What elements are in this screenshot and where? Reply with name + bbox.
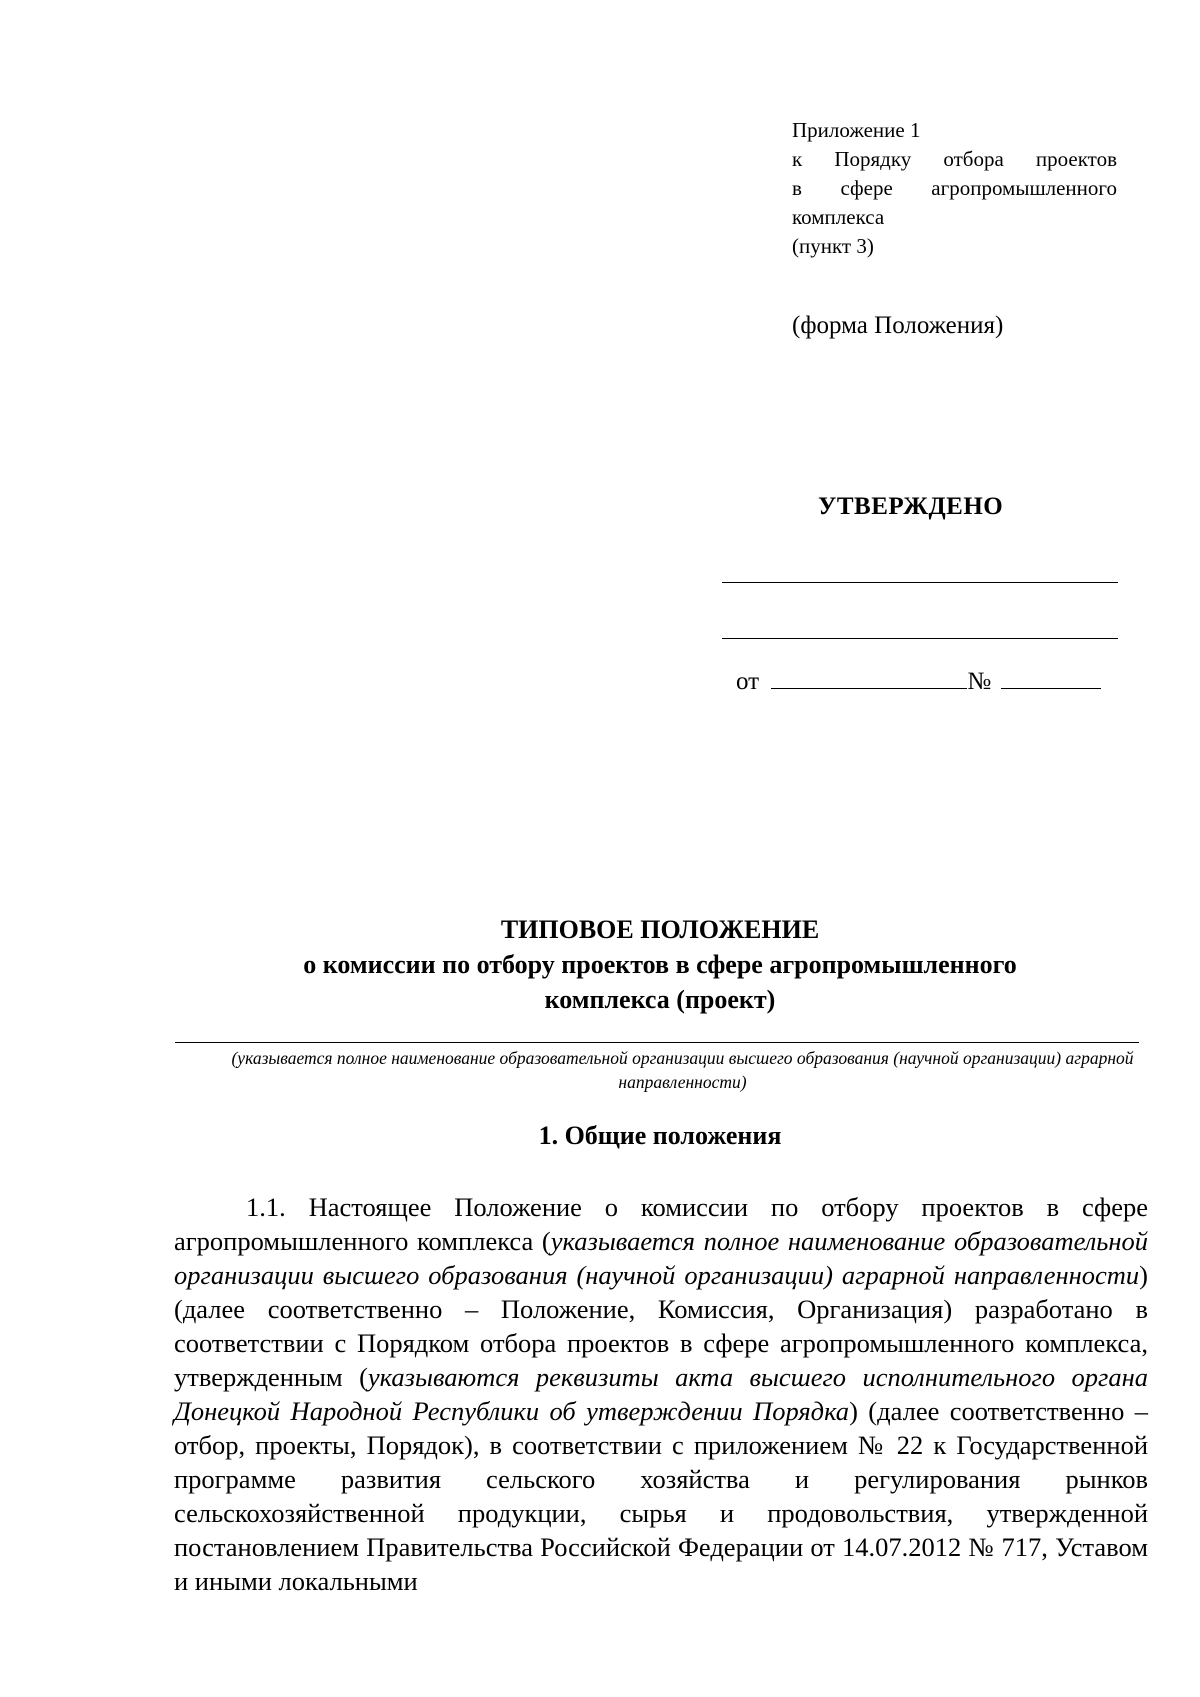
date-number-line xyxy=(736,666,1101,696)
appendix-line: Приложение 1 xyxy=(792,118,921,142)
organization-name-line xyxy=(175,1042,1139,1043)
appendix-line: (пункт 3) xyxy=(792,234,874,258)
number-label: № xyxy=(967,668,992,695)
paragraph-italic-text: указываются реквизиты акта высшего исполнительного органа Донецкой Народной Республики об утверждении Порядка xyxy=(174,1362,1148,1426)
paragraph-text: 1.1. Настоящее Положение о комиссии по отбору проектов в сфере агропромышленного комплекса ( xyxy=(174,1192,1148,1256)
date-blank xyxy=(771,666,967,689)
title-line: о комиссии по отбору проектов в сфере агропромышленного xyxy=(303,950,1017,979)
organization-name-note: (указывается полное наименование образовательной организации высшего образования (научной организации) аграрной направленности) xyxy=(231,1048,1134,1092)
number-blank xyxy=(1001,666,1101,689)
appendix-block xyxy=(792,116,1117,261)
form-label: (форма Положения) xyxy=(792,312,1004,339)
title-line: комплекса (проект) xyxy=(544,985,776,1014)
paragraph-italic-text: указывается полное наименование образовательной организации высшего образования (научной организации) аграрной направленности xyxy=(174,1226,1149,1290)
signature-line xyxy=(722,638,1118,639)
document-title xyxy=(170,912,1150,1017)
appendix-line: в сфере агропромышленного xyxy=(792,176,1117,200)
from-label: от xyxy=(736,668,760,695)
paragraph-text: ) (далее соответственно – Положение, Комиссия, Организация) разработано в соответствии с Порядком отбора проектов в сфере агропромышленного комплекса, утвержденным ( xyxy=(174,1260,1148,1392)
appendix-line: к Порядку отбора проектов xyxy=(792,147,1117,171)
paragraph-1-1 xyxy=(174,1190,1148,1598)
title-line: ТИПОВОЕ ПОЛОЖЕНИЕ xyxy=(500,915,820,944)
signature-line xyxy=(722,582,1118,583)
approved-heading: УТВЕРЖДЕНО xyxy=(818,493,1004,520)
paragraph-text: ) (далее соответственно – отбор, проекты, Порядок), в соответствии с приложением № 22 к Государственной программе развития сельского хозяйства и регулирования рынков сельскохозяйственной продукции, сырья и продовольствия, утвержденной постановлением Правительства Российской Федерации от 14.07.2012 № 717, Уставом и иными локальными xyxy=(174,1396,1148,1596)
section-heading: 1. Общие положения xyxy=(538,1121,782,1150)
appendix-line: комплекса xyxy=(792,205,885,229)
